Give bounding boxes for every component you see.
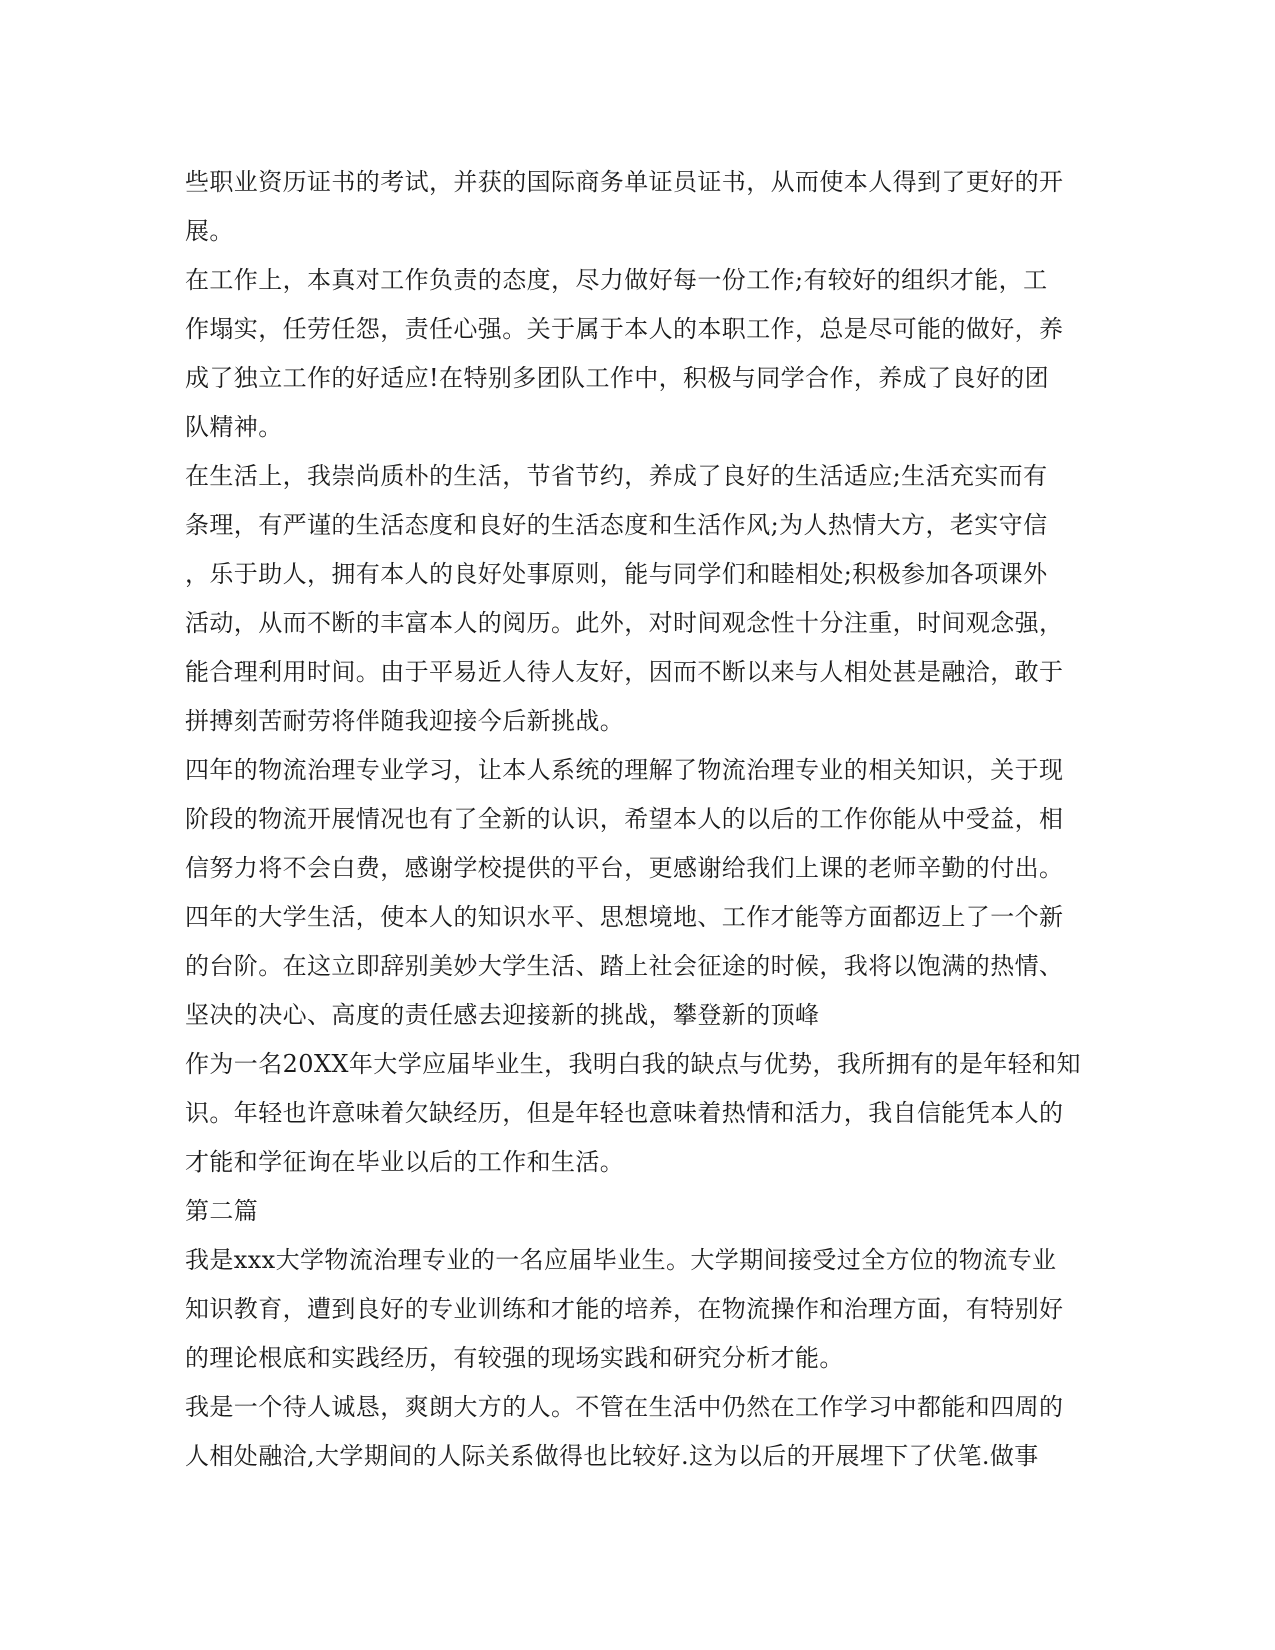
text-line: 四年的物流治理专业学习，让本人系统的理解了物流治理专业的相关知识，关于现: [185, 756, 1064, 784]
text-line: 阶段的物流开展情况也有了全新的认识，希望本人的以后的工作你能从中受益，相: [185, 805, 1064, 833]
text-line: 我是一个待人诚恳，爽朗大方的人。不管在生活中仍然在工作学习中都能和四周的: [185, 1393, 1064, 1421]
text-line: 的台阶。在这立即辞别美妙大学生活、踏上社会征途的时候，我将以饱满的热情、: [185, 952, 1064, 980]
text-line: 活动，从而不断的丰富本人的阅历。此外，对时间观念性十分注重，时间观念强，: [185, 609, 1064, 637]
text-line: 在生活上，我崇尚质朴的生活，节省节约，养成了良好的生活适应;生活充实而有: [185, 462, 1048, 490]
text-line: 队精神。: [185, 413, 283, 441]
text-line: 的理论根底和实践经历，有较强的现场实践和研究分析才能。: [185, 1344, 844, 1372]
text-line: 作塌实，任劳任怨，责任心强。关于属于本人的本职工作，总是尽可能的做好，养: [185, 315, 1064, 343]
text-line: 坚决的决心、高度的责任感去迎接新的挑战，攀登新的顶峰: [185, 1001, 820, 1029]
text-line: 作为一名20XX年大学应届毕业生，我明白我的缺点与优势，我所拥有的是年轻和知: [185, 1050, 1081, 1078]
text-line: 展。: [185, 217, 234, 245]
text-line: ，乐于助人，拥有本人的良好处事原则，能与同学们和睦相处;积极参加各项课外: [185, 560, 1048, 588]
text-line: 条理，有严谨的生活态度和良好的生活态度和生活作风;为人热情大方，老实守信: [185, 511, 1048, 539]
text-line: 我是xxx大学物流治理专业的一名应届毕业生。大学期间接受过全方位的物流专业: [185, 1246, 1057, 1274]
text-line: 信努力将不会白费，感谢学校提供的平台，更感谢给我们上课的老师辛勤的付出。: [185, 854, 1064, 882]
text-line: 四年的大学生活，使本人的知识水平、思想境地、工作才能等方面都迈上了一个新: [185, 903, 1064, 931]
text-line: 才能和学征询在毕业以后的工作和生活。: [185, 1148, 625, 1176]
section-heading: 第二篇: [185, 1197, 259, 1225]
text-line: 成了独立工作的好适应!在特别多团队工作中，积极与同学合作，养成了良好的团: [185, 364, 1050, 392]
text-line: 识。年轻也许意味着欠缺经历，但是年轻也意味着热情和活力，我自信能凭本人的: [185, 1099, 1064, 1127]
text-line: 人相处融洽,大学期间的人际关系做得也比较好.这为以后的开展埋下了伏笔.做事: [185, 1442, 1039, 1470]
text-line: 知识教育，遭到良好的专业训练和才能的培养，在物流操作和治理方面，有特别好: [185, 1295, 1064, 1323]
text-line: 在工作上，本真对工作负责的态度，尽力做好每一份工作;有较好的组织才能，工: [185, 266, 1048, 294]
text-line: 些职业资历证书的考试，并获的国际商务单证员证书，从而使本人得到了更好的开: [185, 168, 1064, 196]
text-line: 能合理利用时间。由于平易近人待人友好，因而不断以来与人相处甚是融洽，敢于: [185, 658, 1064, 686]
text-line: 拼搏刻苦耐劳将伴随我迎接今后新挑战。: [185, 707, 625, 735]
document-body: [185, 158, 1085, 1481]
